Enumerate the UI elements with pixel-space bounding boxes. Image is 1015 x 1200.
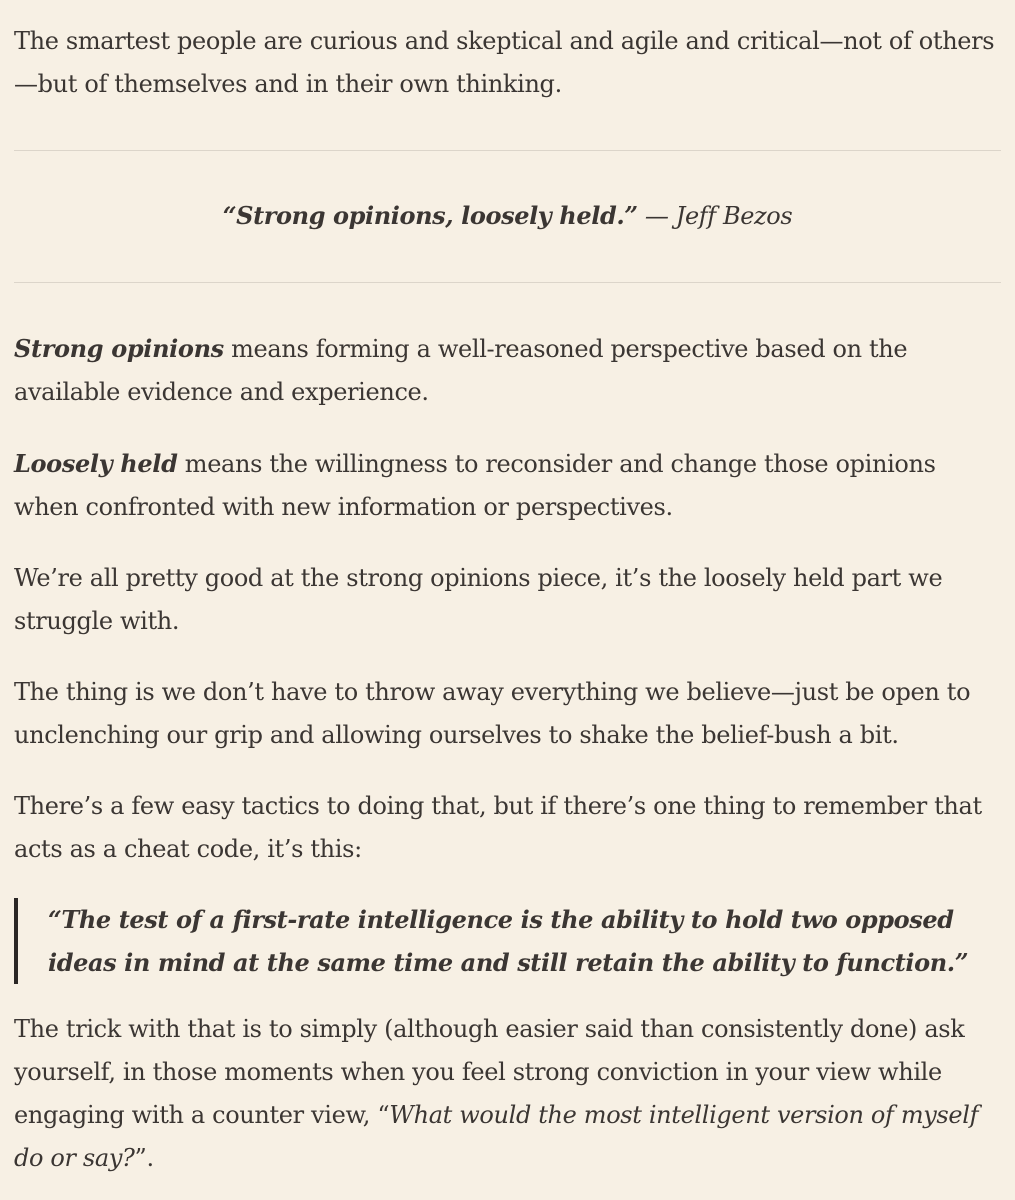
trick-text: The trick with that is to simply (although easier said than consistently done) ask yourself, in those moments when you feel strong conviction in your view while engaging with a counter view, “	[14, 1015, 965, 1129]
trick-question: What would the most intelligent version of myself do or say?	[14, 1101, 979, 1172]
trick-close: ”.	[134, 1144, 154, 1172]
divider-bottom	[14, 282, 1001, 283]
struggle-paragraph: We’re all pretty good at the strong opinions piece, it’s the loosely held part we struggle with.	[14, 564, 943, 635]
pull-quote	[14, 151, 1001, 282]
loosely-held-term: Loosely held	[14, 449, 178, 478]
pull-quote-text: “Strong opinions, loosely held.”	[222, 201, 638, 230]
blockquote-text: “The test of a first-rate intelligence is the ability to hold two opposed ideas in mind at the same time and still retain the ability to function.”	[48, 905, 969, 977]
loosely-held-paragraph	[14, 442, 1001, 529]
strong-opinions-term: Strong opinions	[14, 334, 224, 363]
strong-opinions-paragraph	[14, 327, 1001, 414]
pull-quote-attribution: — Jeff Bezos	[637, 202, 793, 230]
trick-paragraph	[14, 1008, 1001, 1180]
tactics-paragraph: There’s a few easy tactics to doing that, but if there’s one thing to remember that acts as a cheat code, it’s this:	[14, 792, 982, 863]
strong-opinions-definition: means forming a well-reasoned perspective based on the available evidence and experience.	[14, 335, 908, 406]
belief-paragraph: The thing is we don’t have to throw away everything we believe—just be open to unclenching our grip and allowing ourselves to shake the belief-bush a bit.	[14, 678, 971, 749]
blockquote	[14, 898, 1001, 984]
loosely-held-definition: means the willingness to reconsider and change those opinions when confronted with new information or perspectives.	[14, 450, 936, 521]
intro-paragraph: The smartest people are curious and skeptical and agile and critical—not of others—but of themselves and in their own thinking.	[14, 27, 995, 98]
